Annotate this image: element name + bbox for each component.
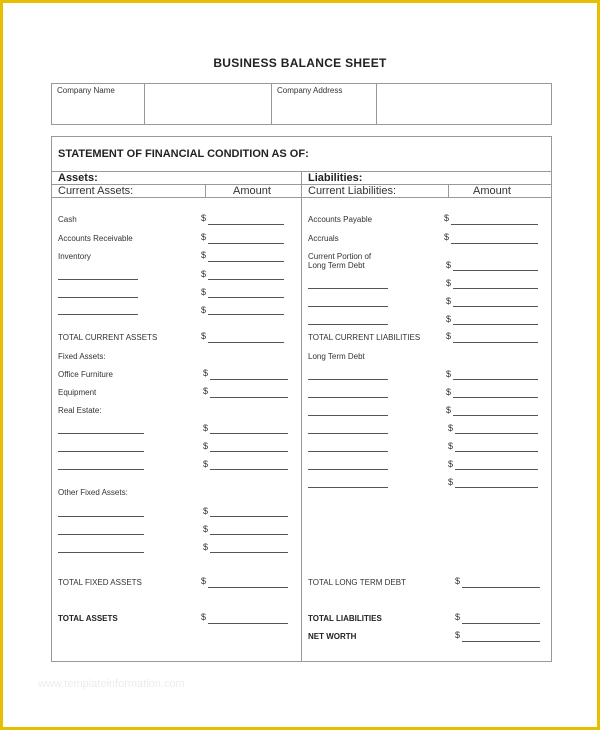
total-fixed-assets-label: TOTAL FIXED ASSETS [58,578,142,587]
fixed-assets-label: Fixed Assets: [58,352,106,361]
liabilities-amount-heading: Amount [473,185,511,197]
accounts-payable-label: Accounts Payable [308,215,373,224]
asset-line-field[interactable] [58,314,138,315]
dollar-sign: $ [448,459,454,469]
other-fixed-asset-line-field[interactable] [58,552,144,553]
dollar-sign: $ [455,576,461,586]
long-term-debt-amount-field[interactable] [455,433,538,434]
dollar-sign: $ [201,269,207,279]
column-divider [301,171,302,661]
assets-heading: Assets: [58,172,98,184]
liabilities-heading: Liabilities: [308,172,363,184]
other-fixed-assets-label: Other Fixed Assets: [58,488,128,497]
dollar-sign: $ [201,213,207,223]
company-name-label-cell [52,84,144,124]
divider [448,184,449,197]
page-title: BUSINESS BALANCE SHEET [213,56,387,70]
financial-statement-box [51,136,552,662]
dollar-sign: $ [201,287,207,297]
total-current-liabilities-label: TOTAL CURRENT LIABILITIES [308,333,421,342]
company-address-field[interactable] [376,84,552,124]
dollar-sign: $ [446,405,452,415]
dollar-sign: $ [444,213,450,223]
divider [52,197,551,198]
dollar-sign: $ [201,331,207,341]
long-term-debt-amount-field[interactable] [455,469,538,470]
company-address-label: Company Address [277,86,343,95]
office-furniture-amount-field[interactable] [210,379,288,380]
accounts-receivable-label: Accounts Receivable [58,234,133,243]
long-term-debt-line-field[interactable] [308,451,388,452]
long-term-debt-amount-field[interactable] [455,451,538,452]
total-current-liabilities-field[interactable] [453,342,538,343]
net-worth-field[interactable] [462,641,540,642]
total-long-term-debt-label: TOTAL LONG TERM DEBT [308,578,406,587]
other-fixed-asset-line-field[interactable] [58,516,144,517]
total-assets-field[interactable] [208,623,288,624]
asset-amount-field[interactable] [208,297,284,298]
liability-amount-field[interactable] [453,306,538,307]
long-term-debt-label: Long Term Debt [308,352,365,361]
dollar-sign: $ [446,278,452,288]
equipment-amount-field[interactable] [210,397,288,398]
dollar-sign: $ [455,630,461,640]
dollar-sign: $ [446,296,452,306]
asset-amount-field[interactable] [208,279,284,280]
long-term-debt-sublabel: Long Term Debt [308,261,365,270]
dollar-sign: $ [201,232,207,242]
other-fixed-asset-amount-field[interactable] [210,534,288,535]
company-address-label-cell [271,84,377,124]
liability-line-field[interactable] [308,288,388,289]
long-term-debt-line-field[interactable] [308,379,388,380]
dollar-sign: $ [448,423,454,433]
other-fixed-asset-line-field[interactable] [58,534,144,535]
real-estate-label: Real Estate: [58,406,102,415]
total-liabilities-label: TOTAL LIABILITIES [308,614,382,623]
company-header-table [51,83,552,125]
dollar-sign: $ [203,506,209,516]
dollar-sign: $ [203,386,209,396]
long-term-debt-amount-field[interactable] [453,379,538,380]
total-current-assets-field[interactable] [208,342,284,343]
current-portion-amount-field[interactable] [453,270,538,271]
long-term-debt-amount-field[interactable] [453,397,538,398]
total-fixed-assets-field[interactable] [208,587,288,588]
dollar-sign: $ [203,423,209,433]
long-term-debt-line-field[interactable] [308,487,388,488]
dollar-sign: $ [455,612,461,622]
inventory-amount-field[interactable] [208,261,284,262]
accruals-amount-field[interactable] [451,243,538,244]
dollar-sign: $ [446,387,452,397]
dollar-sign: $ [201,305,207,315]
dollar-sign: $ [203,524,209,534]
divider [205,184,206,197]
cash-label: Cash [58,215,77,224]
current-assets-heading: Current Assets: [58,185,134,197]
asset-line-field[interactable] [58,279,138,280]
total-current-assets-label: TOTAL CURRENT ASSETS [58,333,158,342]
dollar-sign: $ [201,576,207,586]
dollar-sign: $ [446,260,452,270]
dollar-sign: $ [201,250,207,260]
dollar-sign: $ [203,542,209,552]
dollar-sign: $ [444,232,450,242]
total-long-term-debt-field[interactable] [462,587,540,588]
accruals-label: Accruals [308,234,339,243]
accounts-receivable-amount-field[interactable] [208,243,284,244]
dollar-sign: $ [448,477,454,487]
company-name-field[interactable] [144,84,272,124]
long-term-debt-line-field[interactable] [308,415,388,416]
office-furniture-label: Office Furniture [58,370,113,379]
real-estate-amount-field[interactable] [210,433,288,434]
long-term-debt-line-field[interactable] [308,469,388,470]
dollar-sign: $ [446,369,452,379]
long-term-debt-amount-field[interactable] [453,415,538,416]
liability-amount-field[interactable] [453,288,538,289]
dollar-sign: $ [203,441,209,451]
dollar-sign: $ [201,612,207,622]
liability-amount-field[interactable] [453,324,538,325]
current-liabilities-heading: Current Liabilities: [308,185,397,197]
watermark: www.templateinformation.com [38,678,185,690]
dollar-sign: $ [448,441,454,451]
dollar-sign: $ [446,314,452,324]
dollar-sign: $ [203,459,209,469]
inventory-label: Inventory [58,252,91,261]
current-portion-label: Current Portion of [308,252,372,261]
real-estate-line-field[interactable] [58,451,144,452]
long-term-debt-line-field[interactable] [308,397,388,398]
equipment-label: Equipment [58,388,97,397]
long-term-debt-amount-field[interactable] [455,487,538,488]
real-estate-amount-field[interactable] [210,451,288,452]
dollar-sign: $ [203,368,209,378]
liability-line-field[interactable] [308,306,388,307]
long-term-debt-line-field[interactable] [308,433,388,434]
dollar-sign: $ [446,331,452,341]
liability-line-field[interactable] [308,324,388,325]
total-liabilities-field[interactable] [462,623,540,624]
asset-amount-field[interactable] [208,314,284,315]
accounts-payable-amount-field[interactable] [451,224,538,225]
net-worth-label: NET WORTH [308,632,357,641]
real-estate-line-field[interactable] [58,469,144,470]
other-fixed-asset-amount-field[interactable] [210,516,288,517]
other-fixed-asset-amount-field[interactable] [210,552,288,553]
asset-line-field[interactable] [58,297,138,298]
total-assets-label: TOTAL ASSETS [58,614,118,623]
real-estate-amount-field[interactable] [210,469,288,470]
statement-title: STATEMENT OF FINANCIAL CONDITION AS OF: [58,148,309,160]
real-estate-line-field[interactable] [58,433,144,434]
assets-amount-heading: Amount [233,185,271,197]
cash-amount-field[interactable] [208,224,284,225]
company-name-label: Company Name [57,86,115,95]
